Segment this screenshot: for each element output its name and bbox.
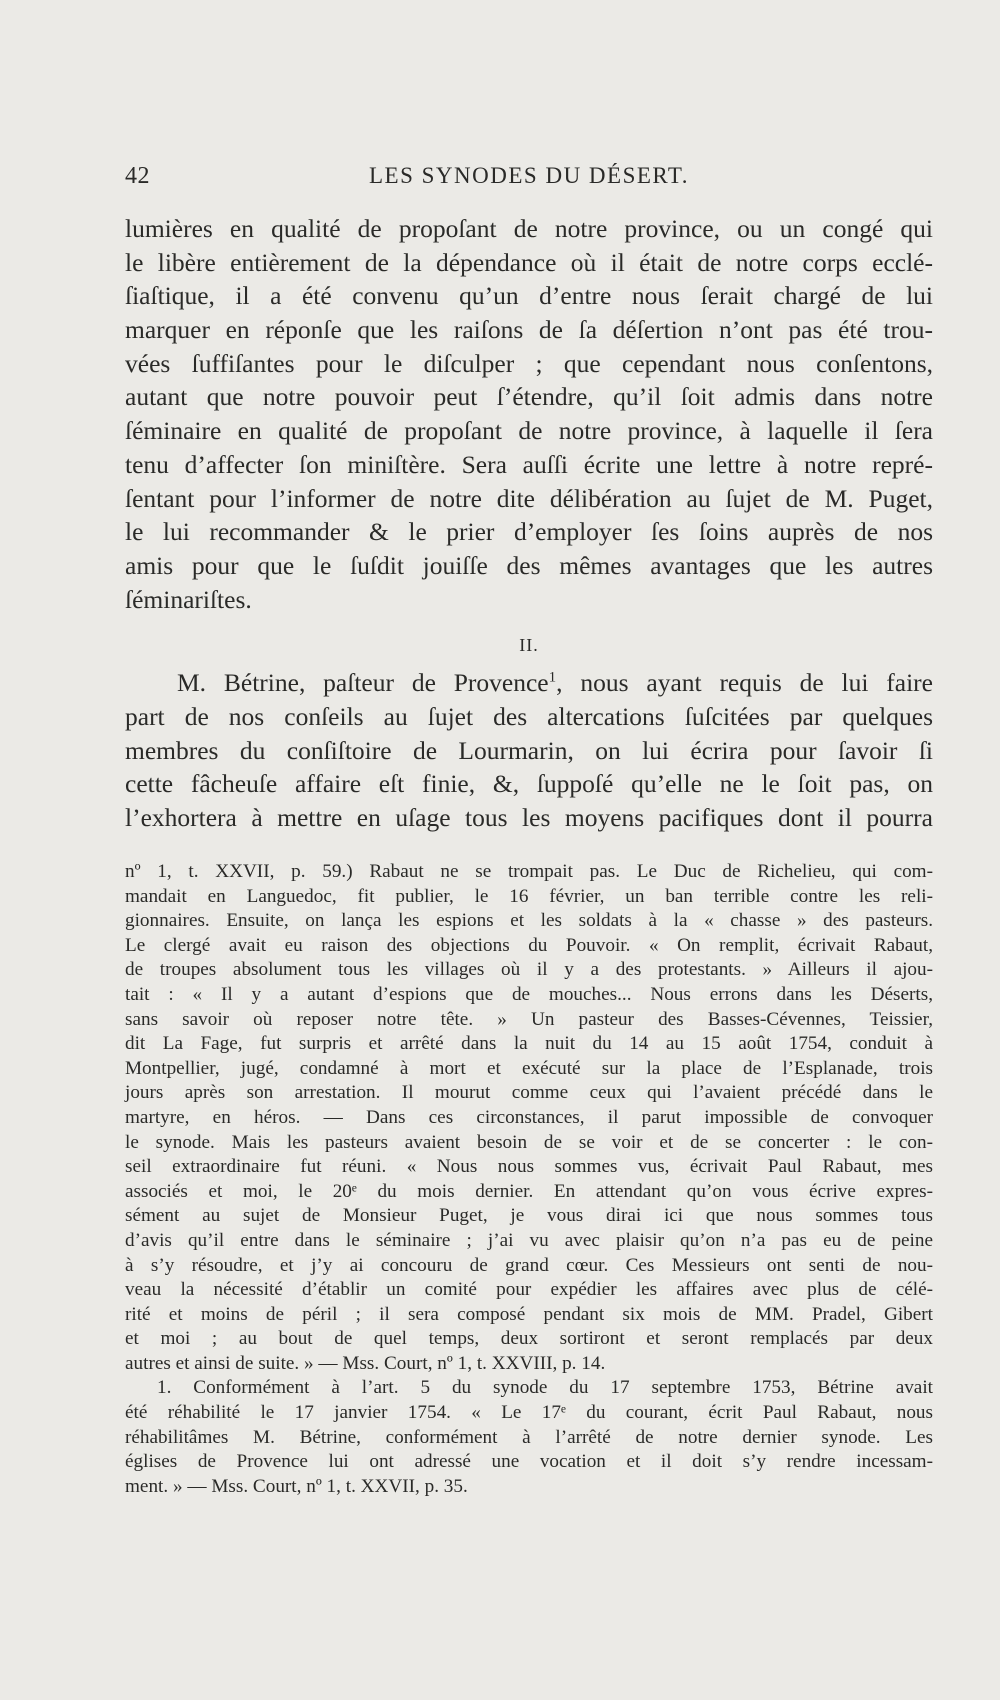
text-line: ſiaſtique, il a été convenu qu’un d’entre nous ſerait chargé de lui xyxy=(125,281,933,311)
footnote-line: de troupes absolument tous les villages où il y a des protestants. » Ailleurs il ajou- xyxy=(125,959,933,981)
footnotes xyxy=(125,860,933,1499)
text-line: le libère entièrement de la dépendance où il était de notre corps ecclé- xyxy=(125,247,933,277)
text-line: l’exhortera à mettre en uſage tous les moyens pacifiques dont il pourra xyxy=(125,803,933,832)
text-line: vées ſuffiſantes pour le diſculper ; que cependant nous conſentons, xyxy=(125,348,933,378)
footnote-line: rité et moins de péril ; il sera composé pendant six mois de MM. Pradel, Gibert xyxy=(125,1303,933,1325)
footnote-line: sément au sujet de Monsieur Puget, je vous dirai ici que nous sommes tous xyxy=(125,1205,933,1227)
text-line: ſéminariſtes. xyxy=(125,584,252,614)
section-first-line-end: , nous ayant requis de lui faire xyxy=(556,668,933,698)
footnote-line: veau la nécessité d’établir un comité pour expédier les affaires avec plus de célé- xyxy=(125,1279,933,1301)
footnote-line: tait : « Il y a autant d’espions que de mouches... Nous errons dans les Déserts, xyxy=(125,983,933,1005)
footnote-line: à s’y résoudre, et j’y ai concouru de grand cœur. Ces Messieurs ont senti de nou- xyxy=(125,1254,933,1276)
text-line: ſentant pour l’informer de notre dite délibération au ſujet de M. Puget, xyxy=(125,483,933,513)
footnote-line: autres et ainsi de suite. » — Mss. Court, nº 1, t. XXVIII, p. 14. xyxy=(125,1352,606,1374)
section-number: II. xyxy=(519,635,539,656)
footnote-line: martyre, en héros. — Dans ces circonstances, il parut impossible de convoquer xyxy=(125,1106,933,1128)
footnote-1-line: été réhabilité le 17 janvier 1754. « Le 17ᵉ du courant, écrit Paul Rabaut, nous xyxy=(125,1402,933,1424)
text-line: le lui recommander & le prier d’employer ſes ſoins auprès de nos xyxy=(125,517,933,547)
footnote-line: et moi ; au bout de quel temps, deux sortiront et seront remplacés par deux xyxy=(125,1328,933,1350)
page-number: 42 xyxy=(125,163,150,189)
footnote-line: d’avis qu’il entre dans le séminaire ; j’ai vu avec plaisir qu’on n’a pas eu de peine xyxy=(125,1229,933,1251)
text-line: lumières en qualité de propoſant de notre province, ou un congé qui xyxy=(125,214,933,243)
footnote-line: jours après son arrestation. Il mourut comme ceux qui l’avaient précédé dans le xyxy=(125,1082,933,1104)
footnote-line: mandait en Languedoc, fit publier, le 16 février, un ban terrible contre les reli- xyxy=(125,885,933,907)
running-title: LES SYNODES DU DÉSERT. xyxy=(369,163,689,188)
text-line: membres du conſiſtoire de Lourmarin, on lui écrira pour ſavoir ſi xyxy=(125,735,933,765)
section-first-line xyxy=(125,666,933,700)
section-first-line-start: M. Bétrine, paſteur de Provence xyxy=(177,668,549,698)
footnote-line: sans savoir où reposer notre tête. » Un pasteur des Basses-Cévennes, Teissier, xyxy=(125,1008,933,1030)
text-line: part de nos conſeils au ſujet des altercations ſuſcitées par quelques xyxy=(125,701,933,731)
main-text xyxy=(125,212,933,835)
footnote-line: dit La Fage, fut surpris et arrêté dans la nuit du 14 au 15 août 1754, conduit à xyxy=(125,1033,933,1055)
text-line: marquer en réponſe que les raiſons de ſa déſertion n’ont pas été trou- xyxy=(125,315,933,345)
footnote-line: Montpellier, jugé, condamné à mort et exécuté sur la place de l’Esplanade, trois xyxy=(125,1057,933,1079)
footnote-line: gionnaires. Ensuite, on lança les espions et les soldats à la « chasse » des pasteurs. xyxy=(125,910,933,932)
text-line: autant que notre pouvoir peut ſ’étendre, qu’il ſoit admis dans notre xyxy=(125,382,933,412)
text-line: amis pour que le ſuſdit jouiſſe des mêmes avantages que les autres xyxy=(125,550,933,580)
footnote-1-line: réhabilitâmes M. Bétrine, conformément à l’arrêté de notre dernier synode. Les xyxy=(125,1426,933,1448)
text-line: tenu d’affecter ſon miniſtère. Sera auſſi écrite une lettre à notre repré- xyxy=(125,449,933,479)
footnote-ref: 1 xyxy=(548,669,557,686)
footnote-line: le synode. Mais les pasteurs avaient besoin de se voir et de se concerter : le con- xyxy=(125,1131,933,1153)
text-line: cette fâcheuſe affaire eſt finie, &, ſuppoſé qu’elle ne le ſoit pas, on xyxy=(125,769,933,799)
footnote-line: nº 1, t. XXVII, p. 59.) Rabaut ne se trompait pas. Le Duc de Richelieu, qui com- xyxy=(125,861,933,882)
footnote-line: Le clergé avait eu raison des objections du Pouvoir. « On remplit, écrivait Rabaut, xyxy=(125,934,933,956)
footnote-1-line: ment. » — Mss. Court, nº 1, t. XXVII, p. 35. xyxy=(125,1475,468,1497)
text-line: ſéminaire en qualité de propoſant de notre province, à laquelle il ſera xyxy=(125,416,933,446)
footnote-1-line: 1. Conformément à l’art. 5 du synode du 17 septembre 1753, Bétrine avait xyxy=(157,1377,933,1399)
page-header xyxy=(125,163,933,193)
footnote-1-line: églises de Provence lui ont adressé une vocation et il doit s’y rendre incessam- xyxy=(125,1451,933,1473)
footnote-line: associés et moi, le 20ᵉ du mois dernier. En attendant qu’on vous écrive expres- xyxy=(125,1180,933,1202)
footnote-line: seil extraordinaire fut réuni. « Nous nous sommes vus, écrivait Paul Rabaut, mes xyxy=(125,1156,933,1178)
